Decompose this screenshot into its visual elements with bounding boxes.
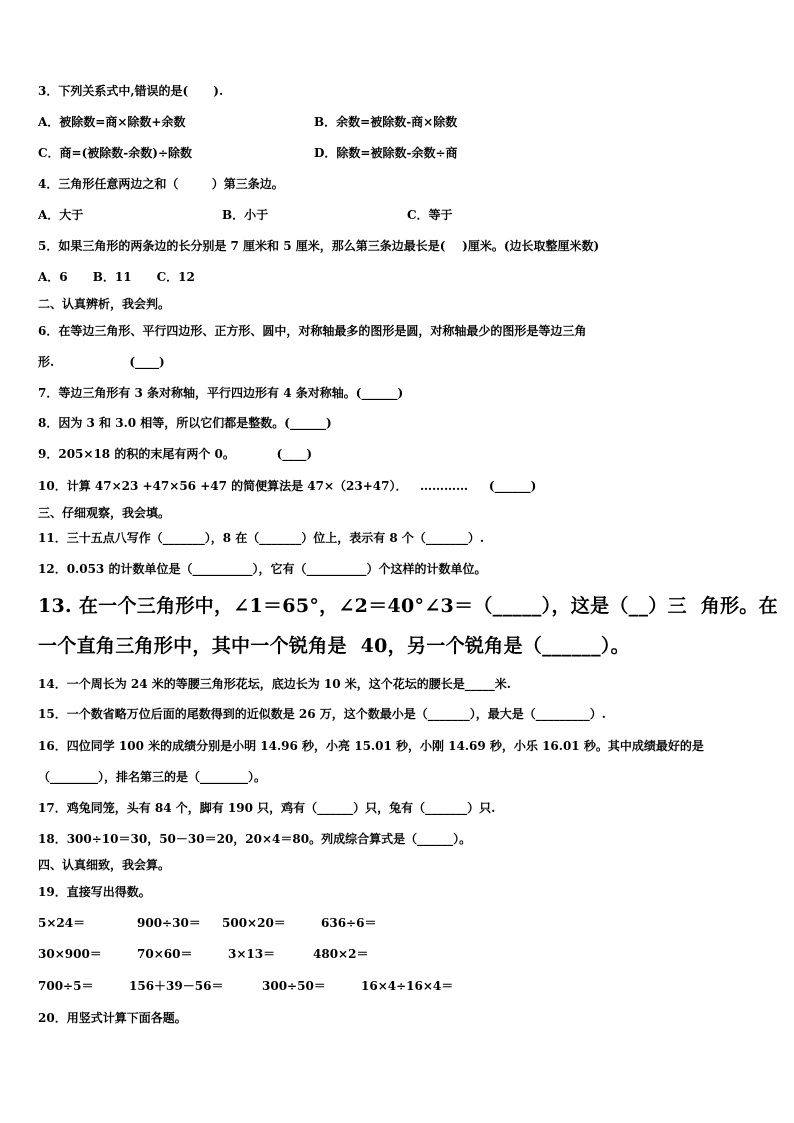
calc-item: 70×60＝ xyxy=(137,947,193,961)
calc-item: 156＋39－56＝ xyxy=(129,979,224,993)
q3-option-d: D．除数=被除数-余数÷商 xyxy=(314,146,458,160)
q3-option-a: A．被除数=商×除数+余数 xyxy=(38,115,186,129)
question-14: 14．一个周长为 24 米的等腰三角形花坛，底边长为 10 米，这个花坛的腰长是_____米. xyxy=(38,677,511,691)
q5-options: A．6 B．11 C．12 xyxy=(38,270,195,284)
question-19-title: 19．直接写出得数。 xyxy=(38,885,151,899)
question-18: 18．300÷10＝30，50－30＝20，20×4＝80。列成综合算式是（______）。 xyxy=(38,832,472,846)
calc-item: 3×13＝ xyxy=(228,947,276,961)
question-8: 8．因为 3 和 3.0 相等，所以它们都是整数。(______) xyxy=(38,416,332,430)
calc-item: 480×2＝ xyxy=(313,947,369,961)
calc-item: 16×4÷16×4＝ xyxy=(361,979,454,993)
question-5-stem: 5．如果三角形的两条边的长分别是 7 厘米和 5 厘米，那么第三条边最长是( )厘米。(边长取整厘米数) xyxy=(38,239,600,253)
question-6-line2: 形. (____) xyxy=(38,355,165,369)
question-16-line1: 16．四位同学 100 米的成绩分别是小明 14.96 秒，小亮 15.01 秒，小刚 14.69 秒，小乐 16.01 秒。其中成绩最好的是 xyxy=(38,739,704,753)
q3-option-b: B．余数=被除数-商×除数 xyxy=(314,115,458,129)
question-12: 12．0.053 的计数单位是（__________），它有（__________）个这样的计数单位。 xyxy=(38,562,487,576)
question-11: 11．三十五点八写作（_______），8 在（_______）位上，表示有 8 个（_______）. xyxy=(38,531,485,545)
question-4-stem: 4．三角形任意两边之和（ ）第三条边。 xyxy=(38,177,284,191)
question-7: 7．等边三角形有 3 条对称轴，平行四边形有 4 条对称轴。(______) xyxy=(38,386,404,400)
question-17: 17．鸡兔同笼，头有 84 个，脚有 190 只，鸡有（______）只，兔有（_______）只. xyxy=(38,801,496,815)
question-15: 15．一个数省略万位后面的尾数得到的近似数是 26 万，这个数最小是（_______），最大是（_________）. xyxy=(38,707,606,721)
section-4-heading: 四、认真细致，我会算。 xyxy=(38,858,171,872)
calc-item: 300÷50＝ xyxy=(262,979,326,993)
question-3-stem: 3．下列关系式中,错误的是( ). xyxy=(38,84,224,98)
calc-item: 900÷30＝ xyxy=(137,916,201,930)
question-20: 20．用竖式计算下面各题。 xyxy=(38,1011,187,1025)
calc-item: 700÷5＝ xyxy=(38,979,94,993)
q4-option-a: A．大于 xyxy=(38,208,84,222)
q3-option-c: C．商=(被除数-余数)÷除数 xyxy=(38,146,192,160)
q4-option-b: B．小于 xyxy=(222,208,269,222)
calc-item: 30×900＝ xyxy=(38,947,102,961)
section-2-heading: 二、认真辨析，我会判。 xyxy=(38,297,171,311)
question-16-line2: （________），排名第三的是（________）。 xyxy=(38,770,267,784)
question-10: 10．计算 47×23 +47×56 +47 的简便算法是 47×（23+47）． ………… (______) xyxy=(38,479,537,493)
question-13-line1: 13. 在一个三角形中，∠1＝65°，∠2＝40°∠3＝（_____），这是（__）三 角形。在 xyxy=(38,595,778,617)
question-6-line1: 6．在等边三角形、平行四边形、正方形、圆中，对称轴最多的图形是圆，对称轴最少的图形是等边三角 xyxy=(38,324,587,338)
calc-item: 636÷6＝ xyxy=(321,916,377,930)
calc-item: 5×24＝ xyxy=(38,916,86,930)
calc-item: 500×20＝ xyxy=(222,916,286,930)
section-3-heading: 三、仔细观察，我会填。 xyxy=(38,506,171,520)
q4-option-c: C．等于 xyxy=(407,208,453,222)
question-13-line2: 一个直角三角形中，其中一个锐角是 40，另一个锐角是（______）。 xyxy=(38,635,630,657)
question-9: 9．205×18 的积的末尾有两个 0。 (____) xyxy=(38,447,312,461)
